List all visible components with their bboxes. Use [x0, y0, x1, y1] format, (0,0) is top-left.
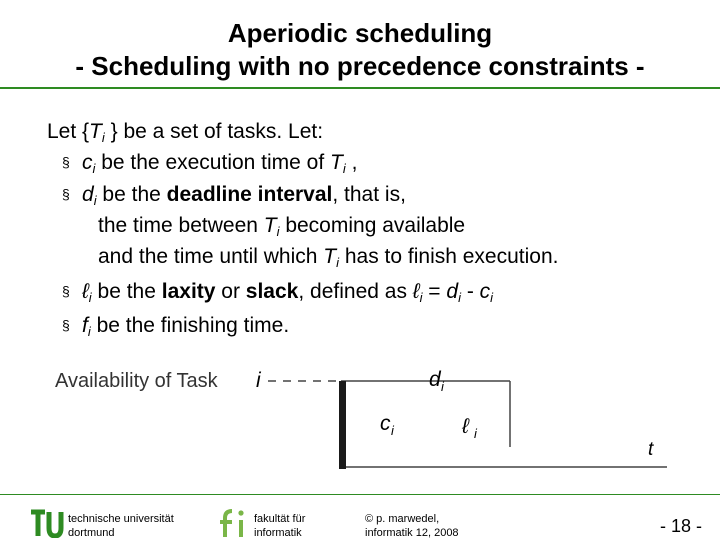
university-name: [68, 512, 174, 540]
d-text-b: , that is,: [332, 183, 406, 206]
footer-divider: [0, 494, 720, 495]
bullet-finishing-time: [82, 313, 289, 339]
intro-line: [47, 119, 323, 145]
fi-logo-icon: [218, 508, 248, 538]
c-task-sub: i: [342, 161, 346, 176]
d-l3-a: and the time until which: [98, 245, 324, 268]
d-l3-task: T: [323, 245, 337, 268]
copyright: [365, 512, 459, 540]
d-l3-b: has to finish execution.: [339, 245, 559, 268]
c-symbol: c: [82, 151, 93, 174]
d-text-a: be the: [96, 183, 167, 206]
c-task-symbol: T: [330, 151, 343, 174]
c-label-sub: i: [391, 423, 394, 438]
f-symbol: f: [82, 314, 88, 337]
slide-title-line1: Aperiodic scheduling: [227, 18, 493, 48]
f-text: be the finishing time.: [90, 314, 290, 337]
eq-d: d: [446, 280, 459, 303]
bullet-deadline: [82, 182, 406, 208]
intro-text-b: } be a set of tasks. Let:: [104, 120, 324, 143]
bullet-execution-time: [82, 150, 357, 176]
t-label: t: [648, 439, 654, 460]
d-symbol: d: [82, 183, 94, 206]
eq-c: c: [479, 280, 491, 303]
release-time-bar: [339, 381, 346, 469]
bullet-laxity: [82, 279, 493, 305]
slack-term: slack: [245, 280, 299, 303]
page-number: - 18 -: [659, 516, 702, 536]
l-sub: i: [88, 290, 92, 305]
bullet-marker: §: [62, 154, 70, 170]
availability-diagram: [0, 355, 720, 485]
title-divider: [0, 87, 720, 89]
l-label: ℓ: [462, 415, 469, 438]
slide-title-line2: - Scheduling with no precedence constraints -: [75, 51, 645, 81]
university-line1: technische universität: [68, 513, 174, 525]
deadline-line2: [98, 213, 465, 239]
eq-c-sub: i: [490, 290, 494, 305]
l-text-b: or: [215, 280, 246, 303]
laxity-term: laxity: [161, 280, 216, 303]
d-label-sub: i: [441, 379, 444, 394]
copyright-line1: © p. marwedel,: [365, 513, 440, 525]
bullet-marker: §: [62, 317, 70, 333]
eq-minus: -: [460, 280, 480, 303]
d-sub: i: [93, 193, 97, 208]
c-label: c: [380, 412, 391, 435]
availability-label: Availability of Task: [55, 370, 218, 392]
copyright-line2: informatik 12, 2008: [365, 527, 459, 539]
intro-text-a: Let {: [47, 120, 90, 143]
d-bold-term: deadline interval: [166, 183, 333, 206]
l-label-sub: i: [474, 426, 477, 441]
eq-equals: =: [422, 280, 447, 303]
d-label: d: [429, 368, 441, 391]
faculty-name: [254, 512, 305, 540]
bullet-marker: §: [62, 186, 70, 202]
intro-task-sub: i: [101, 130, 105, 145]
d-l2-a: the time between: [98, 214, 264, 237]
tu-logo-icon: [30, 508, 64, 538]
d-l2-task: T: [263, 214, 277, 237]
f-sub: i: [87, 324, 91, 339]
eq-l-sub: i: [419, 290, 423, 305]
eq-d-sub: i: [458, 290, 461, 305]
l-text-a: be the: [91, 280, 162, 303]
d-l2-sub: i: [276, 224, 280, 239]
d-l3-sub: i: [336, 255, 340, 270]
c-end: ,: [345, 151, 358, 174]
faculty-line1: fakultät für: [254, 513, 306, 525]
c-text: be the execution time of: [95, 151, 331, 174]
l-text-c: , defined as: [298, 280, 413, 303]
faculty-line2: informatik: [254, 527, 302, 539]
bullet-marker: §: [62, 283, 70, 299]
deadline-line3: [98, 244, 558, 270]
intro-task-symbol: T: [89, 120, 102, 143]
l-symbol: ℓ: [82, 280, 89, 303]
university-line2: dortmund: [68, 527, 115, 539]
c-sub: i: [92, 161, 96, 176]
task-index: i: [256, 369, 261, 392]
d-l2-b: becoming available: [279, 214, 466, 237]
eq-l: ℓ: [412, 280, 420, 303]
